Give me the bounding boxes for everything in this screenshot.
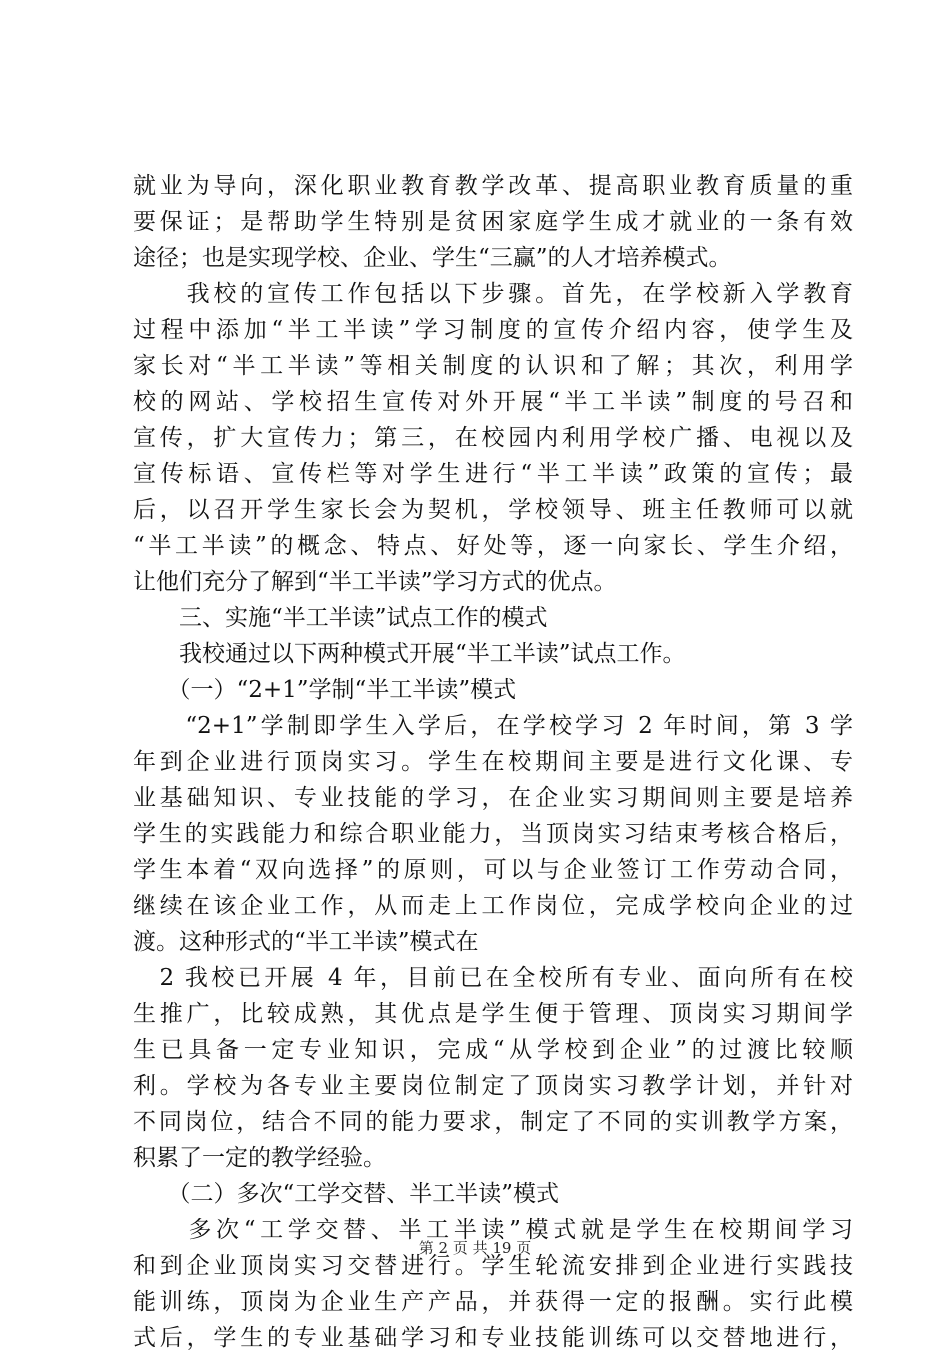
text-line: 宣传，扩大宣传力；第三，在校园内利用学校广播、电视以及 — [133, 425, 853, 451]
text-line: 校的网站、学校招生宣传对外开展“半工半读”制度的号召和 — [133, 389, 853, 415]
text-line: 利。学校为各专业主要岗位制定了顶岗实习教学计划，并针对 — [133, 1073, 853, 1099]
text-line: 式后，学生的专业基础学习和专业技能训练可以交替地进行， — [133, 1325, 853, 1351]
text-line: 和到企业顶岗实习交替进行。学生轮流安排到企业进行实践技 — [133, 1253, 853, 1279]
text-line: “半工半读”的概念、特点、好处等，逐一向家长、学生介绍， — [133, 533, 853, 559]
text-line: 业基础知识、专业技能的学习，在企业实习期间则主要是培养 — [133, 785, 853, 811]
text-line: 生推广，比较成熟，其优点是学生便于管理、顶岗实习期间学 — [133, 1001, 853, 1027]
text-line: 年到企业进行顶岗实习。学生在校期间主要是进行文化课、专 — [133, 749, 853, 775]
text-line: 我校的宣传工作包括以下步骤。首先，在学校新入学教育 — [133, 281, 853, 307]
text-line: 2 我校已开展 4 年，目前已在全校所有专业、面向所有在校 — [133, 965, 853, 991]
section-heading: 三、实施“半工半读”试点工作的模式 — [133, 605, 548, 631]
body-text — [133, 168, 853, 1356]
text-line: 宣传标语、宣传栏等对学生进行“半工半读”政策的宣传；最 — [133, 461, 853, 487]
text-line: 不同岗位，结合不同的能力要求，制定了不同的实训教学方案， — [133, 1109, 853, 1135]
text-line: 学生的实践能力和综合职业能力，当顶岗实习结束考核合格后， — [133, 821, 853, 847]
text-line: 多次“工学交替、半工半读”模式就是学生在校期间学习 — [133, 1217, 853, 1243]
text-line: 渡。这种形式的“半工半读”模式在 — [133, 929, 479, 955]
text-line: 继续在该企业工作，从而走上工作岗位，完成学校向企业的过 — [133, 893, 853, 919]
text-line: 过程中添加“半工半读”学习制度的宣传介绍内容，使学生及 — [133, 317, 853, 343]
text-line: 就业为导向，深化职业教育教学改革、提高职业教育质量的重 — [133, 173, 853, 199]
text-line: 积累了一定的教学经验。 — [133, 1145, 386, 1171]
subsection-heading: （一）“2+1”学制“半工半读”模式 — [133, 677, 517, 703]
text-line: 家长对“半工半读”等相关制度的认识和了解；其次，利用学 — [133, 353, 853, 379]
text-line: 后，以召开学生家长会为契机，学校领导、班主任教师可以就 — [133, 497, 853, 523]
page-footer: 第 2 页 共 19 页 — [418, 1239, 532, 1257]
text-line: 要保证；是帮助学生特别是贫困家庭学生成才就业的一条有效 — [133, 209, 853, 235]
text-line: 生已具备一定专业知识，完成“从学校到企业”的过渡比较顺 — [133, 1037, 853, 1063]
text-line: 途径；也是实现学校、企业、学生“三赢”的人才培养模式。 — [133, 245, 732, 271]
subsection-heading: （二）多次“工学交替、半工半读”模式 — [133, 1181, 560, 1207]
text-line: 让他们充分了解到“半工半读”学习方式的优点。 — [133, 569, 617, 595]
text-line: “2+1”学制即学生入学后，在学校学习 2 年时间，第 3 学 — [133, 713, 853, 739]
text-line: 能训练，顶岗为企业生产产品，并获得一定的报酬。实行此模 — [133, 1289, 853, 1315]
text-line: 学生本着“双向选择”的原则，可以与企业签订工作劳动合同， — [133, 857, 853, 883]
text-line: 我校通过以下两种模式开展“半工半读”试点工作。 — [133, 641, 686, 667]
